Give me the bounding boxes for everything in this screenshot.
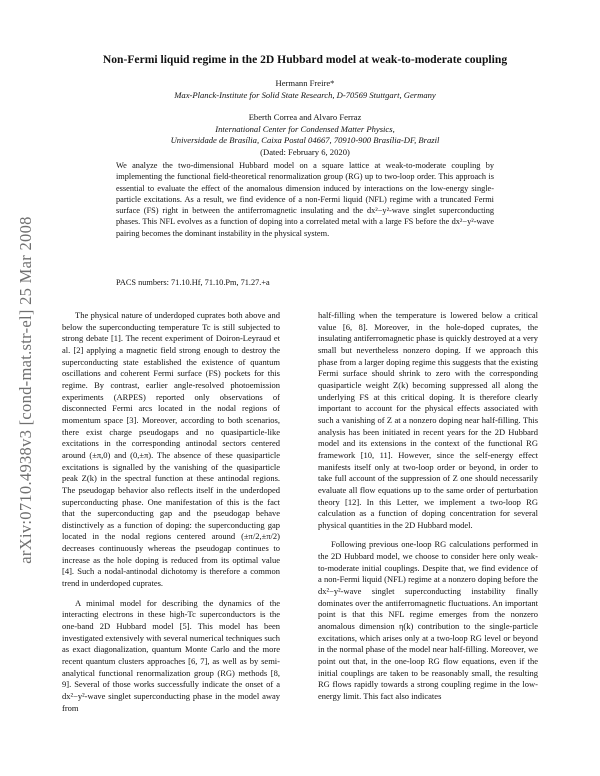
paragraph: The physical nature of underdoped cuprates both above and below the superconducting temperature Tc is still subjected to strong debate [1]. The recent experiment of Doiron-Leyraud et al. [2] applying a magnetic field strong enough to destroy the superconducting state established the existence of quantum oscillations and coherent Fermi surface (FS) pockets for this regime. By contrast, earlier angle-resolved photoemission experiments (ARPES) reported only observations of disconnected Fermi arcs located in the nodal regions of momentum space [3]. Moreover, according to both scenarios, there exist charge pseudogaps and no quasiparticle-like excitations in the corresponding antinodal sectors centered around (±π,0) and (0,±π). The absence of these quasiparticle excitations is signalled by the vanishing of the quasiparticle peak Z(k) in the spectral function at these antinodal regions. The pseudogap behavior also reflects itself in the underdoped superconducting phase. One manifestation of this is the fact that the superconducting gap and the pseudogap behave distinctively as a function of doping: the superconducting gap located in the nodal regions centered around (±π/2,±π/2) decreases continuously whereas the pseudogap continues to increase as the hole doping is reduced from its optimal value [4]. Such a nodal-antinodal dichotomy is therefore a common trend in underdoped cuprates. xyxy=(62,310,280,589)
left-column xyxy=(62,310,280,722)
date-line: (Dated: February 6, 2020) xyxy=(260,147,350,157)
right-column xyxy=(318,310,538,711)
paragraph: Following previous one-loop RG calculations performed in the 2D Hubbard model, we choose to consider here only weak-to-moderate initial couplings. Despite that, we find evidence of a non-Fermi liquid (NFL) regime at a nonzero doping before the dx²−y²-wave singlet superconducting instability finally dominates over the antiferromagnetic fluctuations. An important point is that this NFL regime emerges from the nonzero anomalous dimension η(k) contribution to the single-particle excitations, which arises only at a two-loop RG level or beyond in the normal phase of the model near half-filling. Moreover, we point out that, in the one-loop RG flow equations, even if the initial couplings are taken to be reasonably small, the resulting RG flows rapidly towards a strong coupling regime in the low-energy limit. This fact also indicates xyxy=(318,539,538,701)
paper-title: Non-Fermi liquid regime in the 2D Hubbard model at weak-to-moderate coupling xyxy=(102,53,508,66)
affiliation-primary: Max-Planck-Institute for Solid State Research, D-70569 Stuttgart, Germany xyxy=(174,90,436,100)
author-primary: Hermann Freire* xyxy=(275,78,335,88)
arxiv-identifier: arXiv:0710.4938v3 [cond-mat.str-el] 25 Mar 2008 xyxy=(16,216,35,564)
pacs-numbers: PACS numbers: 71.10.Hf, 71.10.Pm, 71.27.+a xyxy=(116,278,270,287)
affiliation-secondary-line2: Universidade de Brasília, Caixa Postal 04667, 70910-900 Brasília-DF, Brazil xyxy=(170,135,440,145)
paragraph: half-filling when the temperature is lowered below a critical value [6, 8]. Moreover, in the hole-doped cuprates, the insulating antiferromagnetic phase is quickly destroyed at a very small but nevertheless nonzero doping. If we approach this phase from a larger doping regime this suggests that the existing Fermi surface should shrink to zero with the corresponding quasiparticle weight Z(k) becoming suppressed all along the underlying FS at this critical doping. It is therefore clearly important to account for the physical effects associated with such a vanishing of Z at a nonzero doping near half-filling. This analysis has been initiated in recent years for the 2D Hubbard model and its extensions in the context of the functional RG framework [10, 11]. However, since the self-energy effect manifests itself only at two-loop order or beyond, in order to take full account of the suppression of Z one should necessarily evaluate all flow equations up to the same order of perturbation theory [12]. In this Letter, we implement a two-loop RG calculation as a function of doping concentration for several physical quantities in the 2D Hubbard model. xyxy=(318,310,538,530)
paragraph: A minimal model for describing the dynamics of the interacting electrons in these high-Tc superconductors is the one-band 2D Hubbard model [5]. This model has been investigated extensively with several numerical techniques such as exact diagonalization, quantum Monte Carlo and the more recent quantum clusters approaches [6, 7], as well as by semi-analytical functional renormalization group (RG) methods [8, 9]. Several of those works successfully indicate the onset of a dx²−y²-wave singlet superconducting phase in the model away from xyxy=(62,597,280,713)
abstract: We analyze the two-dimensional Hubbard model on a square lattice at weak-to-moderate coupling by implementing the functional field-theoretical renormalization group (RG) up to two-loop order. This approach is essential to evaluate the effect of the anomalous dimension induced by interactions on the low-energy single-particle excitations. As a result, we find evidence of a non-Fermi liquid (NFL) regime with a truncated Fermi surface (FS) right in between the antiferromagnetic insulating and the dx²−y²-wave singlet superconducting phases. This NFL evolves as a function of doping into a correlated metal with a large FS before the dx²−y²-wave pairing becomes the dominant instability in the physical system. xyxy=(116,161,494,238)
author-secondary: Eberth Correa and Alvaro Ferraz xyxy=(248,112,362,122)
affiliation-secondary-line1: International Center for Condensed Matter Physics, xyxy=(215,124,395,134)
